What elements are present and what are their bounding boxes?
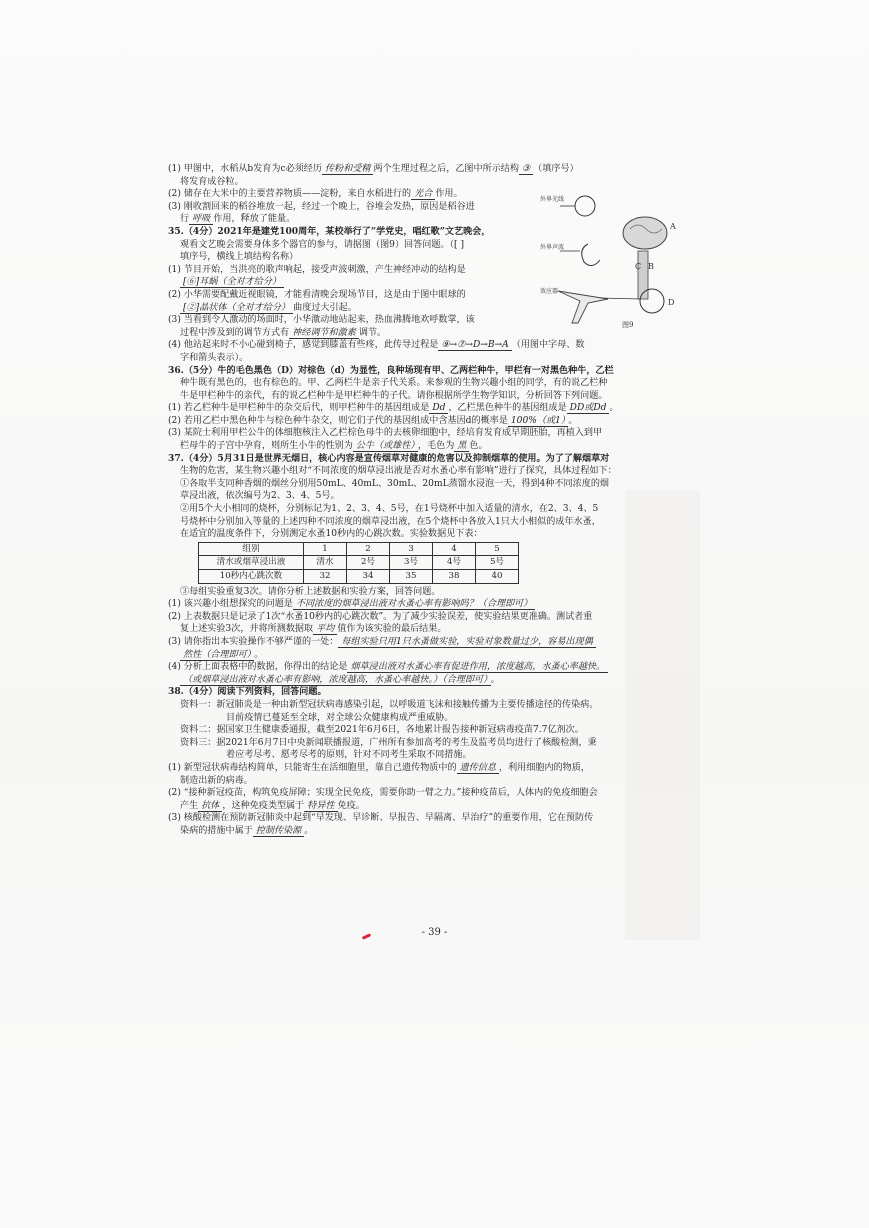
figure-9-diagram: [540, 189, 680, 329]
q35-head2: 观看文艺晚会需要身体多个器官的参与，请据图（图9）回答问题。（[ ]: [180, 239, 465, 250]
q36-head3: 牛是甲栏种牛的亲代，有的说乙栏种牛是甲栏种牛的子代。请你根据所学生物学知识，分析回答下列问题。: [180, 390, 608, 401]
q35-1: (1) 节目开始，当洪亮的歌声响起，接受声波刺激，产生神经冲动的结构是: [168, 264, 466, 275]
q37-4-b: （或烟草浸出液对水蚤心率有影响，浓度越高，水蚤心率越快。）（合理即可） 。: [168, 674, 708, 687]
page-number: - 39 -: [421, 927, 448, 938]
q35-3: (3) 当看到令人激动的场面时，小华激动地站起来，热血沸腾地欢呼数掌，该: [168, 315, 475, 326]
q37-3-b: 然性（合理即可） 。: [168, 649, 708, 662]
table-row: [199, 556, 519, 570]
table-cell: 清水或烟草浸出液: [199, 556, 304, 570]
q36-2: (2) 若用乙栏中黑色种牛与棕色种牛杂交，则它们子代的基因组成中含基因d的概率是 100%（或1） 。: [168, 415, 578, 426]
spinal-section: [640, 289, 664, 313]
q38-head: 38.（4分）阅读下列资料，回答问题。: [168, 686, 327, 698]
q38-3-b: 染病的措施中属于 控制传染源 。: [180, 825, 314, 836]
q37-1: (1) 该兴趣小组想探究的问题是 不同浓度的烟草浸出液对水蚤心率有影响吗？（合理即可）: [168, 598, 708, 611]
q36-head2: 种牛既有黑色的，也有棕色的。甲、乙两栏牛是亲子代关系。来参观的生物兴趣小组的同学，有的说乙栏种: [180, 378, 608, 389]
table-row: [199, 542, 519, 556]
q35-4: (4) 他站起来时不小心碰到椅子，感觉到膝盖有些疼，此传导过程是 ⑨→⑦→D→B→A （用图中字母、数: [168, 340, 585, 351]
q34-1-line2: 将发育成谷粒。: [180, 176, 244, 187]
q38-material1b: 目前疫情已蔓延至全球，对全球公众健康构成严重威胁。: [226, 712, 454, 723]
table-cell: 5号: [476, 556, 519, 570]
table-cell: 34: [347, 570, 390, 584]
q38-material3b: 着应考尽考、愿考尽考的原则，针对不同考生采取不同措施。: [226, 750, 472, 761]
q38-2-b: 产生 抗体 ，这种免疫类型属于 特异性 免疫。: [180, 800, 365, 811]
q37-2: (2) 上表数据只是记录了1次“水蚤10秒内的心跳次数”。为了减少实验误差，使实验结果更准确。测试者重: [168, 611, 593, 622]
table-cell: 清水: [304, 556, 347, 570]
leg-shape: [558, 291, 608, 323]
q38-material2: 资料二：据国家卫生健康委通报，截至2021年6月6日，各地累计报告接种新冠病毒疫苗7.7亿剂次。: [180, 725, 584, 736]
q36-1: (1) 若乙栏种牛是甲栏种牛的杂交后代，则甲栏种牛的基因组成是 Dd ，乙栏黑色种牛的基因组成是 DD或Dd 。: [168, 403, 619, 414]
table-cell: 40: [476, 570, 519, 584]
q34-1-line1: (1) 甲图中，水稻从b发育为c必须经历 传粉和受精 两个生理过程之后，乙图中所示结构 ③ （填序号）: [168, 164, 579, 174]
table-cell: 2: [347, 542, 390, 556]
table-cell: 4号: [433, 556, 476, 570]
q37-step2c: 在适宜的温度条件下，分别测定水蚤10秒内的心跳次数。实验数据见下表：: [180, 529, 483, 540]
table-cell: 32: [304, 570, 347, 584]
q34-2: (2) 储存在大米中的主要营养物质——淀粉，来自水稻进行的 光合 作用。: [168, 189, 463, 200]
q36-3-b: 栏母牛的子宫中孕育，则所生小牛的性别为 公牛（或雄性） ，毛色为 黑 色。: [180, 441, 488, 452]
q34-3-line1: (3) 刚收割回来的稻谷堆放一起，经过一个晚上，谷堆会发热，原因是稻谷进: [168, 201, 475, 212]
q37-step1b: 草浸出液，依次编号为2、3、4、5号。: [180, 491, 340, 502]
table-cell: 4: [433, 542, 476, 556]
table-cell: 1: [304, 542, 347, 556]
figure-caption: 图9: [622, 321, 634, 329]
table-cell: 38: [433, 570, 476, 584]
q37-3: (3) 请你指出本实验操作不够严谨的一处： 每组实验只用1只水蚤做实验，实验对象数量过少，容易出现偶: [168, 636, 708, 649]
q38-material3a: 资料三：据2021年6月7日中央新闻联播报道，广州所有参加高考的考生及监考员均进行了核酸检测，秉: [180, 737, 597, 748]
table-cell: 35: [390, 570, 433, 584]
q35-head1: 35.（4分）2021年是建党100周年，某校举行了“学党史，唱红歌”文艺晚会，: [168, 225, 491, 237]
q37-head2: 生物的危害，某生物兴趣小组对“不同浓度的烟草浸出液是否对水蚤心率有影响”进行了探究，具体过程如下：: [180, 466, 617, 477]
table-cell: 3: [390, 542, 433, 556]
q35-3-b: 过程中涉及到的调节方式有 神经调节和激素 调节。: [180, 327, 387, 338]
q35-head3: 填序号，横线上填结构名称）: [180, 252, 299, 263]
brain-shape: [623, 217, 667, 249]
q37-step2b: 号烧杯中分别加入等量的上述四种不同浓度的烟草浸出液，在5个烧杯中各放入1只大小相似的成年水蚤，: [180, 516, 601, 527]
label-sound: 外界声波: [540, 244, 565, 251]
q35-4-b: 字和箭头表示）。: [180, 352, 249, 363]
q37-4: (4) 分析上面表格中的数据，你得出的结论是 烟草浸出液对水蚤心率有促进作用，浓度越高，水蚤心率越快。: [168, 661, 708, 674]
q35-2-ans: [②]晶状体（全对才给分） 曲度过大引起。: [168, 302, 708, 315]
table-cell: 3号: [390, 556, 433, 570]
letter-b: B: [648, 262, 654, 271]
q35-1-ans: [⑥]耳蜗（全对才给分）: [168, 276, 708, 289]
letter-a: A: [670, 222, 676, 231]
table-cell: 2号: [347, 556, 390, 570]
q37-step2a: ②用5个大小相同的烧杯，分别标记为1、2、3、4、5号，在1号烧杯中加入适量的清水，在2、3、4、5: [180, 504, 599, 515]
q35-2: (2) 小华需要配戴近视眼镜，才能看清晚会现场节目，这是由于图中眼球的: [168, 289, 466, 300]
q37-step1a: ①各取半支同种香烟的烟丝分别用50mL、40mL、30mL、20mL蒸馏水浸泡一天，得到4种不同浓度的烟: [180, 478, 610, 489]
q37-step3: ③每组实验重复3次。请你分析上述数据和实验方案，回答问题。: [180, 586, 441, 597]
table-cell: 10秒内心跳次数: [199, 570, 304, 584]
q36-3: (3) 某院士利用甲栏公牛的体细胞核注入乙栏棕色母牛的去核卵细胞中，经培育发育成早期胚胎，再植入到甲: [168, 428, 603, 439]
table-row: [199, 570, 519, 584]
table-cell: 组别: [199, 542, 304, 556]
spinal-cord: [638, 251, 648, 299]
label-effector: 效应器: [540, 288, 559, 295]
table-cell: 5: [476, 542, 519, 556]
data-table: [198, 542, 519, 584]
q38-2: (2) “接种新冠疫苗，构筑免疫屏障；实现全民免疫，需要你助一臂之力。”接种疫苗后，人体内的免疫细胞会: [168, 788, 598, 799]
eye-shape: [575, 196, 595, 216]
q34-3-line2: 行 呼吸 作用，释放了能量。: [180, 214, 296, 225]
ear-shape: [582, 244, 600, 266]
letter-c: C: [635, 262, 642, 271]
q38-3: (3) 核酸检测在预防新冠肺炎中起到“早发现、早诊断、早报告、早隔离、早治疗”的重要作用，它在预防传: [168, 813, 594, 824]
q38-1: (1) 新型冠状病毒结构简单，只能寄生在活细胞里，靠自己遗传物质中的 遗传信息 ，利用细胞内的物质，: [168, 762, 590, 773]
q36-head1: 36.（5分）牛的毛色黑色（D）对棕色（d）为显性，良种场现有甲、乙两栏种牛，甲栏有一对黑色种牛，乙栏: [168, 364, 614, 376]
letter-d: D: [668, 298, 675, 307]
q37-head1: 37.（4分）5月31日是世界无烟日，核心内容是宣传烟草对健康的危害以及抑制烟草的使用。为了了解烟草对: [168, 452, 610, 464]
label-light: 外界光线: [540, 196, 565, 203]
q37-2-b: 复上述实验3次，并将所测数据取 平均 值作为该实验的最后结果。: [180, 624, 447, 635]
q38-material1a: 资料一：新冠肺炎是一种由新型冠状病毒感染引起，以呼吸道飞沫和接触传播为主要传播途径的传染病。: [180, 699, 599, 710]
q38-1-b: 制造出新的病毒。: [180, 775, 253, 786]
